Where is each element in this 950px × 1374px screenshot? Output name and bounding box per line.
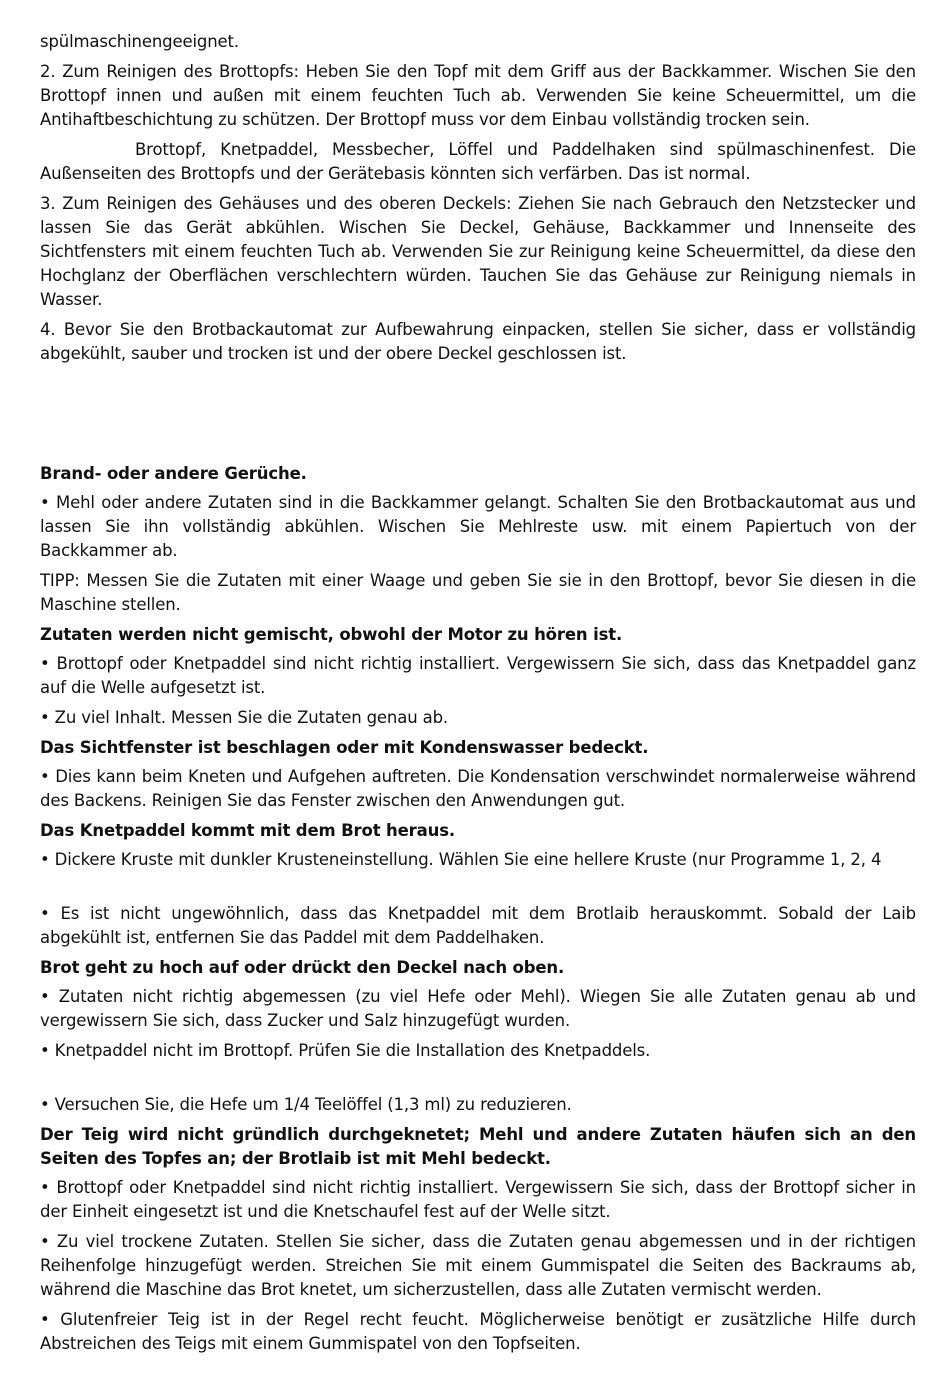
trouble-heading-not-kneaded: Der Teig wird nicht gründlich durchgeknetet; Mehl und andere Zutaten häufen sich an den Seiten des Topfes an; der Brotlaib ist mit Mehl bedeckt. [40,1125,916,1168]
paragraph-spacer [40,1069,916,1093]
trouble-heading-paddle-comes-out: Das Knetpaddel kommt mit dem Brot heraus. [40,821,456,840]
care-step-3-housing: 3. Zum Reinigen des Gehäuses und des oberen Deckels: Ziehen Sie nach Gebrauch den Netzstecker und lassen Sie das Gerät abkühlen. Wischen Sie Deckel, Gehäuse, Backkammer und Innenseite des Sichtfensters mit einem feuchten Tuch ab. Verwenden Sie zur Reinigung keine Scheuermittel, da diese den Hochglanz der Oberflächen verschlechtern würden. Tauchen Sie das Gehäuse zur Reinigung niemals in Wasser. [40,194,916,309]
trouble-rises-bullet-3: • Versuchen Sie, die Hefe um 1/4 Teelöffel (1,3 ml) zu reduzieren. [40,1095,572,1114]
trouble-not-mixing-bullet-1: • Brottopf oder Knetpaddel sind nicht richtig installiert. Vergewissern Sie sich, dass das Knetpaddel ganz auf die Welle aufgesetzt ist. [40,654,916,697]
trouble-heading-window-fogged: Das Sichtfenster ist beschlagen oder mit Kondenswasser bedeckt. [40,738,649,757]
care-step-4-storage: 4. Bevor Sie den Brotbackautomat zur Aufbewahrung einpacken, stellen Sie sicher, dass er vollständig abgekühlt, sauber und trocken ist und der obere Deckel geschlossen ist. [40,320,916,363]
care-dishwasher-safe-note: Brottopf, Knetpaddel, Messbecher, Löffel und Paddelhaken sind spülmaschinenfest. Die Außenseiten des Brottopfs und der Gerätebasis könnten sich verfärben. Das ist normal. [40,140,916,183]
paragraph-spacer [40,878,916,902]
trouble-not-kneaded-bullet-3: • Glutenfreier Teig ist in der Regel recht feucht. Möglicherweise benötigt er zusätzliche Hilfe durch Abstreichen des Teigs mit einem Gummispatel von den Topfseiten. [40,1310,916,1353]
trouble-odors-tip: TIPP: Messen Sie die Zutaten mit einer Waage und geben Sie sie in den Brottopf, bevor Sie diesen in die Maschine stellen. [40,571,916,614]
trouble-heading-odors: Brand- oder andere Gerüche. [40,464,307,483]
care-dishwasher-fragment: spülmaschinengeeignet. [40,32,239,51]
trouble-not-kneaded-bullet-1: • Brottopf oder Knetpaddel sind nicht richtig installiert. Vergewissern Sie sich, dass der Brottopf sicher in der Einheit eingesetzt ist und die Knetschaufel fest auf der Welle sitzt. [40,1178,916,1221]
trouble-not-mixing-bullet-2: • Zu viel Inhalt. Messen Sie die Zutaten genau ab. [40,708,448,727]
trouble-odors-bullet-1: • Mehl oder andere Zutaten sind in die Backkammer gelangt. Schalten Sie den Brotbackautomat aus und lassen Sie ihn vollständig abkühlen. Wischen Sie Mehlreste usw. mit einem Papiertuch von der Backkammer ab. [40,493,916,560]
section-spacer [40,372,916,462]
trouble-paddle-bullet-1: • Dickere Kruste mit dunkler Krusteneinstellung. Wählen Sie eine hellere Kruste (nur Programme 1, 2, 4 [40,850,882,869]
trouble-heading-rises-too-high: Brot geht zu hoch auf oder drückt den Deckel nach oben. [40,958,565,977]
trouble-window-fogged-bullet-1: • Dies kann beim Kneten und Aufgehen auftreten. Die Kondensation verschwindet normalerweise während des Backens. Reinigen Sie das Fenster zwischen den Anwendungen gut. [40,767,916,810]
trouble-rises-bullet-1: • Zutaten nicht richtig abgemessen (zu viel Hefe oder Mehl). Wiegen Sie alle Zutaten genau ab und vergewissern Sie sich, dass Zucker und Salz hinzugefügt wurden. [40,987,916,1030]
trouble-paddle-bullet-2: • Es ist nicht ungewöhnlich, dass das Knetpaddel mit dem Brotlaib herauskommt. Sobald der Laib abgekühlt ist, entfernen Sie das Paddel mit dem Paddelhaken. [40,904,916,947]
care-step-2-bread-pan: 2. Zum Reinigen des Brottopfs: Heben Sie den Topf mit dem Griff aus der Backkammer. Wischen Sie den Brottopf innen und außen mit einem feuchten Tuch ab. Verwenden Sie keine Scheuermittel, um die Antihaftbeschichtung zu schützen. Der Brottopf muss vor dem Einbau vollständig trocken sein. [40,62,916,129]
trouble-not-kneaded-bullet-2: • Zu viel trockene Zutaten. Stellen Sie sicher, dass die Zutaten genau abgemessen und in der richtigen Reihenfolge hinzugefügt werden. Streichen Sie mit einem Gummispatel die Seiten des Backraums ab, während die Maschine das Brot knetet, um sicherzustellen, dass alle Zutaten vermischt werden. [40,1232,916,1299]
trouble-rises-bullet-2: • Knetpaddel nicht im Brottopf. Prüfen Sie die Installation des Knetpaddels. [40,1041,651,1060]
trouble-heading-not-mixing: Zutaten werden nicht gemischt, obwohl der Motor zu hören ist. [40,625,623,644]
document-page [40,30,916,1362]
